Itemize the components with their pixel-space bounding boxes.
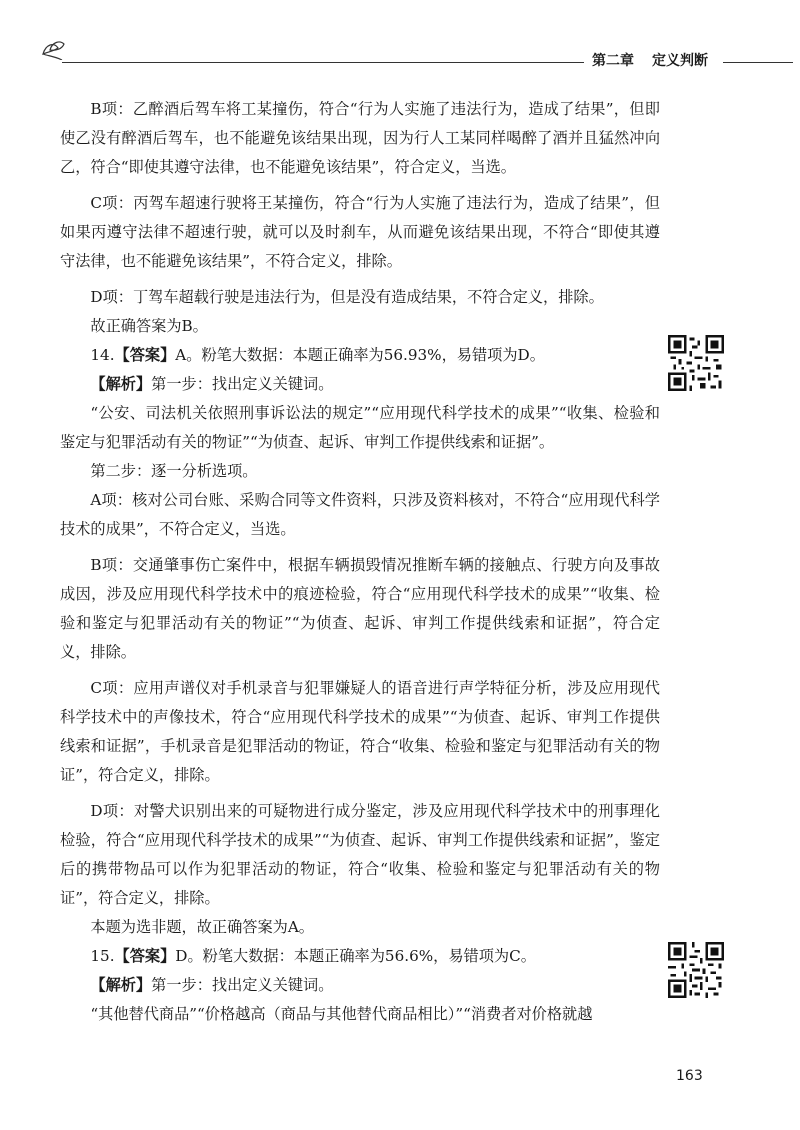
q15-analysis	[60, 971, 660, 1000]
running-header	[0, 38, 800, 78]
q14-analysis	[60, 370, 660, 399]
paragraph-keywords-15: “其他替代商品”“价格越高（商品与其他替代商品相比）”“消费者对价格就越	[90, 1005, 593, 1023]
q15-analysis-text: 第一步：找出定义关键词。	[151, 976, 334, 994]
paragraph-d-option: D项：丁驾车超载行驶是违法行为，但是没有造成结果，不符合定义，排除。	[90, 288, 604, 306]
q15-answer	[60, 942, 660, 971]
analysis-tag: 【解析】	[90, 375, 152, 393]
page-body	[60, 95, 660, 1029]
paragraph-b-option-14: B项：交通肇事伤亡案件中，根据车辆损毁情况推断车辆的接触点、行驶方向及事故成因，涉及应用现代科学技术中的痕迹检验，符合“应用现代科学技术的成果”“收集、检验和鉴定与犯罪活动有关的物证”“为侦查、起诉、审判工作提供线索和证据”，符合定义，排除。	[60, 556, 660, 661]
q15-number: 15.	[90, 947, 115, 965]
paragraph-c-option-14: C项：应用声谱仪对手机录音与犯罪嫌疑人的语音进行声学特征分析，涉及应用现代科学技术中的声像技术，符合“应用现代科学技术的成果”“为侦查、起诉、审判工作提供线索和证据”，手机录音是犯罪活动的物证，符合“收集、检验和鉴定与犯罪活动有关的物证”，符合定义，排除。	[60, 679, 660, 784]
header-rule-left	[62, 62, 584, 63]
q14-analysis-text: 第一步：找出定义关键词。	[151, 375, 334, 393]
qr-code-icon[interactable]	[668, 942, 724, 998]
page-number: 163	[676, 1068, 703, 1084]
q14-number: 14.	[90, 346, 115, 364]
q14-answer-text: A。粉笔大数据：本题正确率为56.93%，易错项为D。	[175, 346, 545, 364]
analysis-tag: 【解析】	[90, 976, 152, 994]
chapter-title	[592, 50, 708, 70]
answer-tag: 【答案】	[114, 346, 176, 364]
paragraph-a-option: A项：核对公司台账、采购合同等文件资料，只涉及资料核对，不符合“应用现代科学技术的成果”，不符合定义，当选。	[60, 491, 660, 538]
chapter-label: 第二章	[592, 53, 634, 69]
q15-answer-text: D。粉笔大数据：本题正确率为56.6%，易错项为C。	[175, 947, 536, 965]
paragraph-keywords: “公安、司法机关依照刑事诉讼法的规定”“应用现代科学技术的成果”“收集、检验和鉴定与犯罪活动有关的物证”“为侦查、起诉、审判工作提供线索和证据”。	[60, 404, 660, 451]
header-rule-right	[723, 62, 793, 63]
paragraph-b-option: B项：乙醉酒后驾车将工某撞伤，符合“行为人实施了违法行为，造成了结果”，但即使乙没有醉酒后驾车，也不能避免该结果出现，因为行人工某同样喝醉了酒并且猛然冲向乙，符合“即使其遵守法律，也不能避免该结果”，符合定义，当选。	[60, 100, 660, 176]
paragraph-step-two: 第二步：逐一分析选项。	[90, 462, 258, 480]
q14-answer	[60, 341, 660, 370]
paragraph-conclusion-14: 本题为选非题，故正确答案为A。	[90, 918, 314, 936]
qr-code-icon[interactable]	[668, 335, 724, 391]
paragraph-d-option-14: D项：对警犬识别出来的可疑物进行成分鉴定，涉及应用现代科学技术中的刑事理化检验，符合“应用现代科学技术的成果”“为侦查、起诉、审判工作提供线索和证据”，鉴定后的携带物品可以作为犯罪活动的物证，符合“收集、检验和鉴定与犯罪活动有关的物证”，符合定义，排除。	[60, 802, 660, 907]
paragraph-conclusion: 故正确答案为B。	[90, 317, 208, 335]
leaf-icon	[40, 38, 70, 60]
paragraph-c-option: C项：丙驾车超速行驶将王某撞伤，符合“行为人实施了违法行为，造成了结果”，但如果丙遵守法律不超速行驶，就可以及时刹车，从而避免该结果出现，不符合“即使其遵守法律，也不能避免该结果”，不符合定义，排除。	[60, 194, 660, 270]
answer-tag: 【答案】	[114, 947, 176, 965]
section-label: 定义判断	[652, 53, 708, 69]
